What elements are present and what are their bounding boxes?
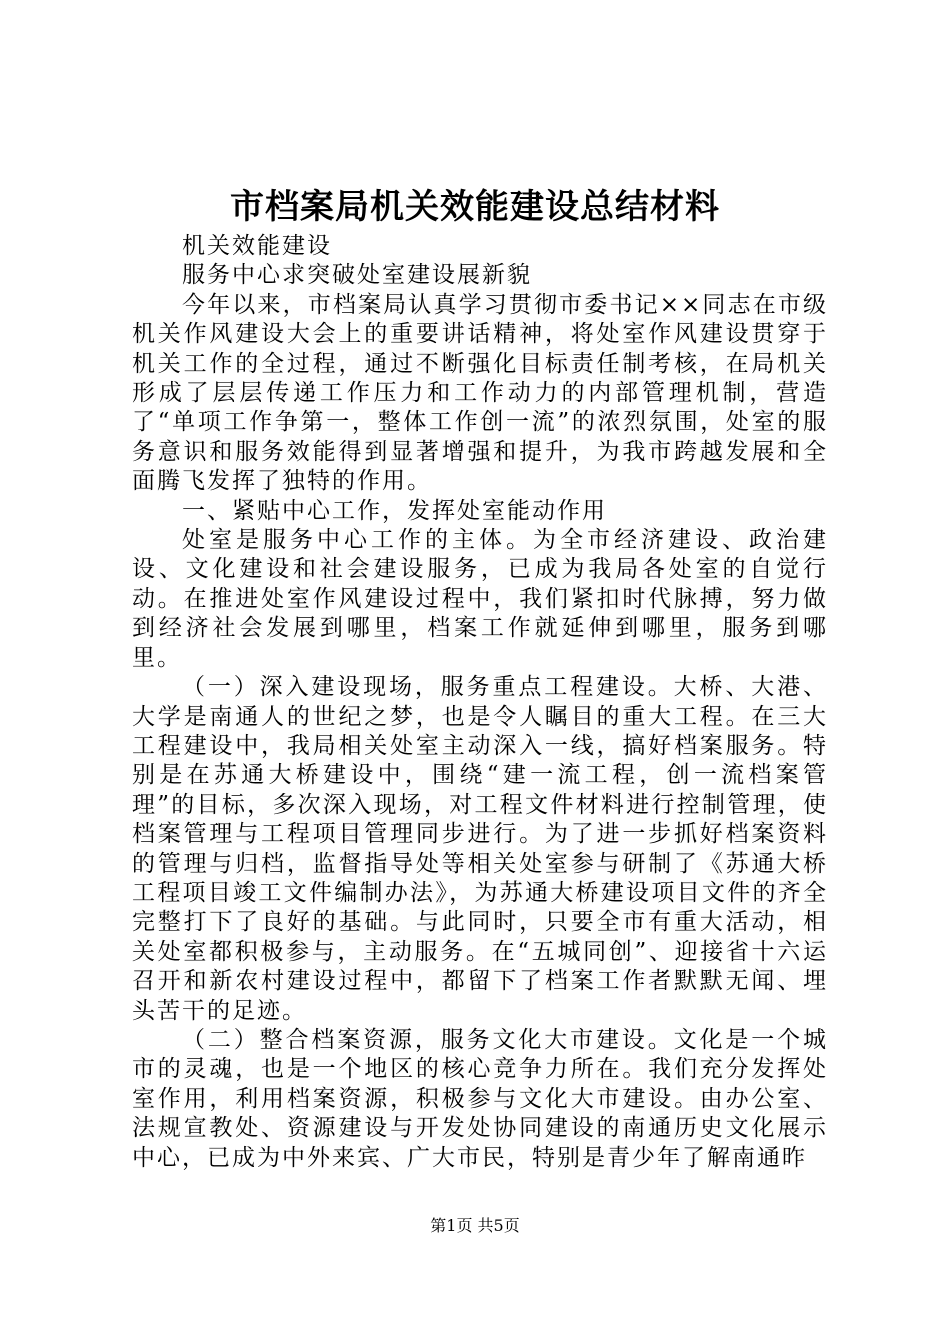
body-paragraph: 处室是服务中心工作的主体。为全市经济建设、政治建设、文化建设和社会建设服务，已成为我局各处室的自觉行动。在推进处室作风建设过程中，我们紧扣时代脉搏，努力做到经济社会发展到哪里，档案工作就延伸到哪里，服务到哪里。 [132,527,828,671]
body-paragraph: （一）深入建设现场，服务重点工程建设。大桥、大港、大学是南通人的世纪之梦，也是令人瞩目的重大工程。在三大工程建设中，我局相关处室主动深入一线，搞好档案服务。特别是在苏通大桥建设中，围绕“建一流工程，创一流档案管理”的目标，多次深入现场，对工程文件材料进行控制管理，使档案管理与工程项目管理同步进行。为了进一步抓好档案资料的管理与归档，监督指导处等相关处室参与研制了《苏通大桥工程项目竣工文件编制办法》，为苏通大桥建设项目文件的齐全完整打下了良好的基础。与此同时，只要全市有重大活动，相关处室都积极参与，主动服务。在“五城同创”、迎接省十六运召开和新农村建设过程中，都留下了档案工作者默默无闻、埋头苦干的足迹。 [132,674,828,1024]
body-paragraph: 今年以来，市档案局认真学习贯彻市委书记××同志在市级机关作风建设大会上的重要讲话精神，将处室作风建设贯穿于机关工作的全过程，通过不断强化目标责任制考核，在局机关形成了层层传递工作压力和工作动力的内部管理机制，营造了“单项工作争第一，整体工作创一流”的浓烈氛围，处室的服务意识和服务效能得到显著增强和提升，为我市跨越发展和全面腾飞发挥了独特的作用。 [132,291,828,495]
section-heading: 一、紧贴中心工作，发挥处室能动作用 [182,497,607,524]
subtitle-line: 机关效能建设 [182,233,332,259]
body-paragraph: （二）整合档案资源，服务文化大市建设。文化是一个城市的灵魂，也是一个地区的核心竞争力所在。我们充分发挥处室作用，利用档案资源，积极参与文化大市建设。由办公室、法规宣教处、资源建设与开发处协同建设的南通历史文化展示中心，已成为中外来宾、广大市民，特别是青少年了解南通昨 [132,1026,828,1171]
document-body [132,232,828,1173]
page-number-footer: 第1页 共5页 [430,1216,520,1235]
document-title: 市档案局机关效能建设总结材料 [230,187,720,227]
subtitle-line: 服务中心求突破处室建设展新貌 [182,262,532,289]
